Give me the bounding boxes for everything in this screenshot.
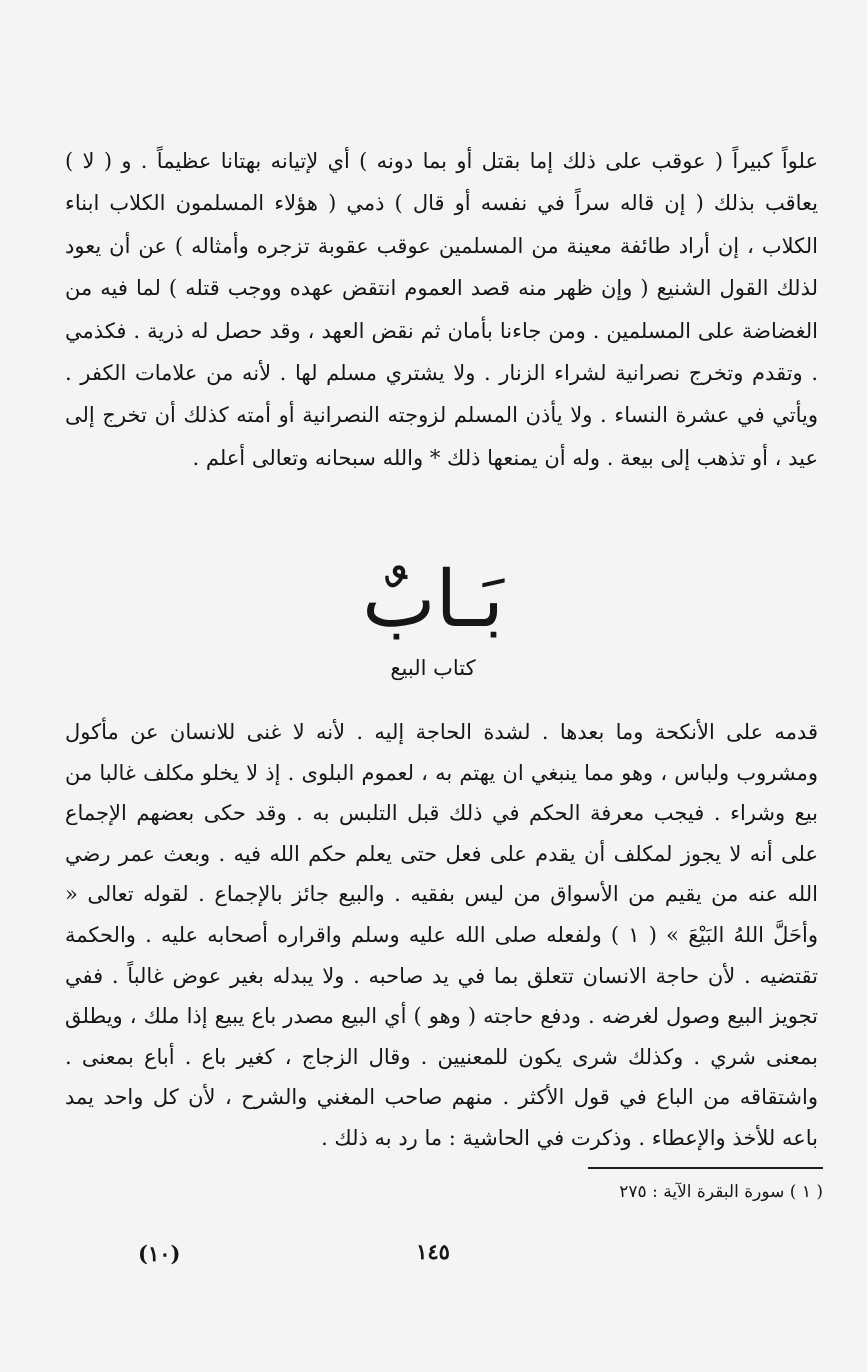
page-number: ١٤٥ [416, 1239, 450, 1264]
footnote: ( ١ ) سورة البقرة الآية : ٢٧٥ [619, 1182, 823, 1202]
top-paragraph: علواً كبيراً ( عوقب على ذلك إما بقتل أو بما دونه ) أي لإتيانه بهتانا عظيماً . و ( لا ) يعاقب بذلك ( إن قاله سراً في نفسه أو قال ) ذمي ( هؤلاء المسلمون الكلاب ابناء الكلاب ، إن أراد طائفة معينة من المسلمين عوقب عقوبة تزجره وأمثاله ) عن أن يعود لذلك القول الشنيع ( وإن ظهر منه قصد العموم انتقض عهده ووجب قتله ) لما فيه من الغضاضة على المسلمين . ومن جاءنا بأمان ثم نقض العهد ، وقد حصل له ذرية . فكذمي . وتقدم وتخرج نصرانية لشراء الزنار . ولا يشتري مسلم لها . لأنه من علامات الكفر . ويأتي في عشرة النساء . ولا يأذن المسلم لزوجته النصرانية أو أمته كذلك أن تخرج إلى عيد ، أو تذهب إلى بيعة . وله أن يمنعها ذلك * والله سبحانه وتعالى أعلم . [65, 149, 818, 470]
footnote-divider [588, 1167, 823, 1169]
signature-number: (١٠) [138, 1241, 181, 1266]
body-paragraph: قدمه على الأنكحة وما بعدها . لشدة الحاجة إليه . لأنه لا غنى للانسان عن مأكول ومشروب ولباس ، وهو مما ينبغي ان يهتم به ، لعموم البلوى . إذ لا يخلو مكلف غالبا من بيع وشراء . فيجب معرفة الحكم في ذلك قبل التلبس به . وقد حكى بعضهم الإجماع على أنه لا يجوز لمكلف أن يقدم على فعل حتى يعلم حكم الله فيه . وبعث عمر رضي الله عنه من يقيم من الأسواق من ليس بفقيه . والبيع جائز بالإجماع . لقوله تعالى « وأحَلَّ اللهُ البَيْعَ » ( ١ ) ولفعله صلى الله عليه وسلم واقراره أصحابه عليه . والحكمة تقتضيه . لأن حاجة الانسان تتعلق بما في يد صاحبه . ولا يبدله بغير عوض غالباً . ففي تجويز البيع وصول لغرضه . ودفع حاجته ( وهو ) أي البيع مصدر باع يبيع إذا ملك ، ويطلق بمعنى شري . وكذلك شرى يكون للمعنيين . وقال الزجاج ، كغير باع . أباع بمعنى . واشتقاقه من الباع في قول الأكثر . منهم صاحب المغني والشرح ، لأن كل واحد يمد باعه للأخذ والإعطاء . وذكرت في الحاشية : ما رد به ذلك . [65, 720, 818, 1150]
section-heading-bab: بَـابٌ [362, 555, 504, 645]
section-subtitle: كتاب البيع [390, 656, 476, 680]
